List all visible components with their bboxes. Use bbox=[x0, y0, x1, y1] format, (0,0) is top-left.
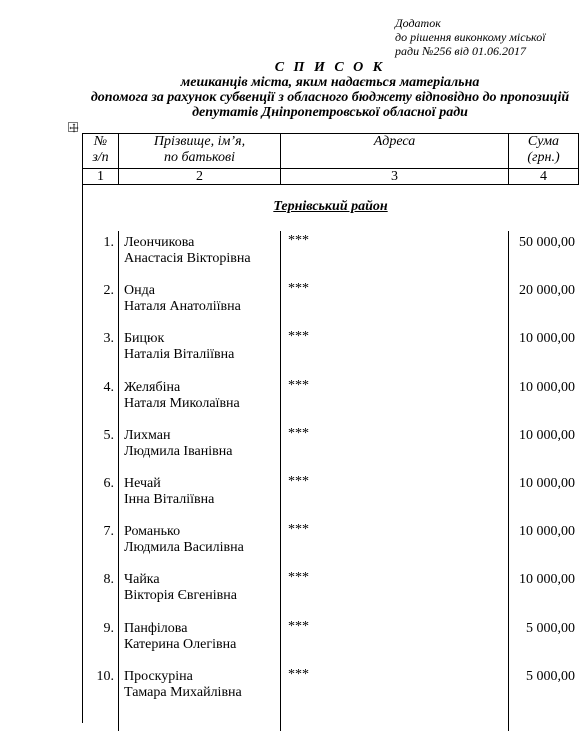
table-row bbox=[83, 520, 581, 568]
district-name: Тернівський район bbox=[273, 199, 387, 215]
column-divider-address bbox=[280, 231, 281, 731]
row-sum: 10 000,00 bbox=[513, 476, 575, 492]
row-sum: 10 000,00 bbox=[513, 572, 575, 588]
row-given-names: Тамара Михайлівна bbox=[124, 685, 242, 701]
row-address: *** bbox=[288, 281, 309, 297]
row-given-names: Людмила Василівна bbox=[124, 540, 244, 556]
title-line-3: депутатів Дніпропетровської обласної ради bbox=[0, 105, 581, 120]
row-number: 2. bbox=[83, 283, 114, 299]
row-surname: Бицюк bbox=[124, 331, 164, 347]
row-address: *** bbox=[288, 619, 309, 635]
row-number: 8. bbox=[83, 572, 114, 588]
appendix-line-3: ради №256 від 01.06.2017 bbox=[395, 44, 546, 58]
row-given-names: Наталя Анатоліївна bbox=[124, 299, 241, 315]
row-address: *** bbox=[288, 667, 309, 683]
row-sum: 5 000,00 bbox=[513, 621, 575, 637]
table-header-row bbox=[83, 134, 581, 169]
table-row bbox=[83, 568, 581, 616]
table-row bbox=[83, 327, 581, 375]
table-move-handle-icon[interactable] bbox=[68, 122, 78, 132]
table-row bbox=[83, 231, 581, 279]
table-row bbox=[83, 665, 581, 713]
row-number: 1. bbox=[83, 235, 114, 251]
row-surname: Панфілова bbox=[124, 621, 187, 637]
row-given-names: Вікторія Євгенівна bbox=[124, 588, 237, 604]
district-heading bbox=[83, 199, 578, 215]
title-line-1: мешканців міста, яким надається матеріальна bbox=[0, 75, 581, 90]
row-number: 9. bbox=[83, 621, 114, 637]
column-number-1: 1 bbox=[83, 169, 119, 185]
header-sum-line-2: (грн.) bbox=[509, 150, 578, 166]
header-address-label: Адреса bbox=[281, 134, 508, 150]
row-address: *** bbox=[288, 378, 309, 394]
header-number bbox=[83, 134, 119, 169]
row-sum: 20 000,00 bbox=[513, 283, 575, 299]
header-sum-line-1: Сума bbox=[509, 134, 578, 150]
header-number-line-1: № bbox=[83, 134, 118, 150]
column-number-2: 2 bbox=[119, 169, 281, 185]
appendix-note bbox=[395, 16, 546, 58]
table-body bbox=[82, 183, 581, 723]
header-address bbox=[281, 134, 509, 169]
document-title bbox=[0, 60, 581, 120]
row-number: 4. bbox=[83, 380, 114, 396]
row-given-names: Наталя Миколаївна bbox=[124, 396, 240, 412]
table-row bbox=[83, 472, 581, 520]
table-row bbox=[83, 424, 581, 472]
row-number: 6. bbox=[83, 476, 114, 492]
row-address: *** bbox=[288, 522, 309, 538]
header-number-line-2: з/п bbox=[83, 150, 118, 166]
header-name-line-1: Прізвище, ім’я, bbox=[119, 134, 280, 150]
row-surname: Онда bbox=[124, 283, 155, 299]
row-address: *** bbox=[288, 329, 309, 345]
row-number: 7. bbox=[83, 524, 114, 540]
column-number-4: 4 bbox=[509, 169, 579, 185]
header-sum bbox=[509, 134, 579, 169]
row-given-names: Інна Віталіївна bbox=[124, 492, 214, 508]
row-address: *** bbox=[288, 426, 309, 442]
column-divider-sum bbox=[508, 231, 509, 731]
row-sum: 10 000,00 bbox=[513, 380, 575, 396]
row-given-names: Наталія Віталіївна bbox=[124, 347, 234, 363]
column-divider-name bbox=[118, 231, 119, 731]
row-address: *** bbox=[288, 233, 309, 249]
recipients-table bbox=[82, 133, 581, 185]
row-sum: 50 000,00 bbox=[513, 235, 575, 251]
row-address: *** bbox=[288, 570, 309, 586]
row-number: 3. bbox=[83, 331, 114, 347]
row-number: 10. bbox=[83, 669, 114, 685]
header-name-line-2: по батькові bbox=[119, 150, 280, 166]
row-number: 5. bbox=[83, 428, 114, 444]
row-surname: Романько bbox=[124, 524, 180, 540]
appendix-line-1: Додаток bbox=[395, 16, 546, 30]
title-line-2: допомога за рахунок субвенції з обласного бюджету відповідно до пропозицій bbox=[0, 90, 581, 105]
row-sum: 5 000,00 bbox=[513, 669, 575, 685]
title-heading: С П И С О К bbox=[0, 60, 581, 75]
row-surname: Лихман bbox=[124, 428, 170, 444]
header-name bbox=[119, 134, 281, 169]
row-surname: Проскуріна bbox=[124, 669, 193, 685]
row-surname: Желябіна bbox=[124, 380, 180, 396]
row-sum: 10 000,00 bbox=[513, 428, 575, 444]
row-address: *** bbox=[288, 474, 309, 490]
row-surname: Нечай bbox=[124, 476, 161, 492]
row-sum: 10 000,00 bbox=[513, 524, 575, 540]
table-row bbox=[83, 617, 581, 665]
row-given-names: Людмила Іванівна bbox=[124, 444, 232, 460]
row-given-names: Катерина Олегівна bbox=[124, 637, 236, 653]
row-surname: Леончикова bbox=[124, 235, 194, 251]
row-given-names: Анастасія Вікторівна bbox=[124, 251, 251, 267]
appendix-line-2: до рішення виконкому міської bbox=[395, 30, 546, 44]
row-surname: Чайка bbox=[124, 572, 160, 588]
row-sum: 10 000,00 bbox=[513, 331, 575, 347]
column-number-3: 3 bbox=[281, 169, 509, 185]
table-row bbox=[83, 279, 581, 327]
table-row bbox=[83, 376, 581, 424]
